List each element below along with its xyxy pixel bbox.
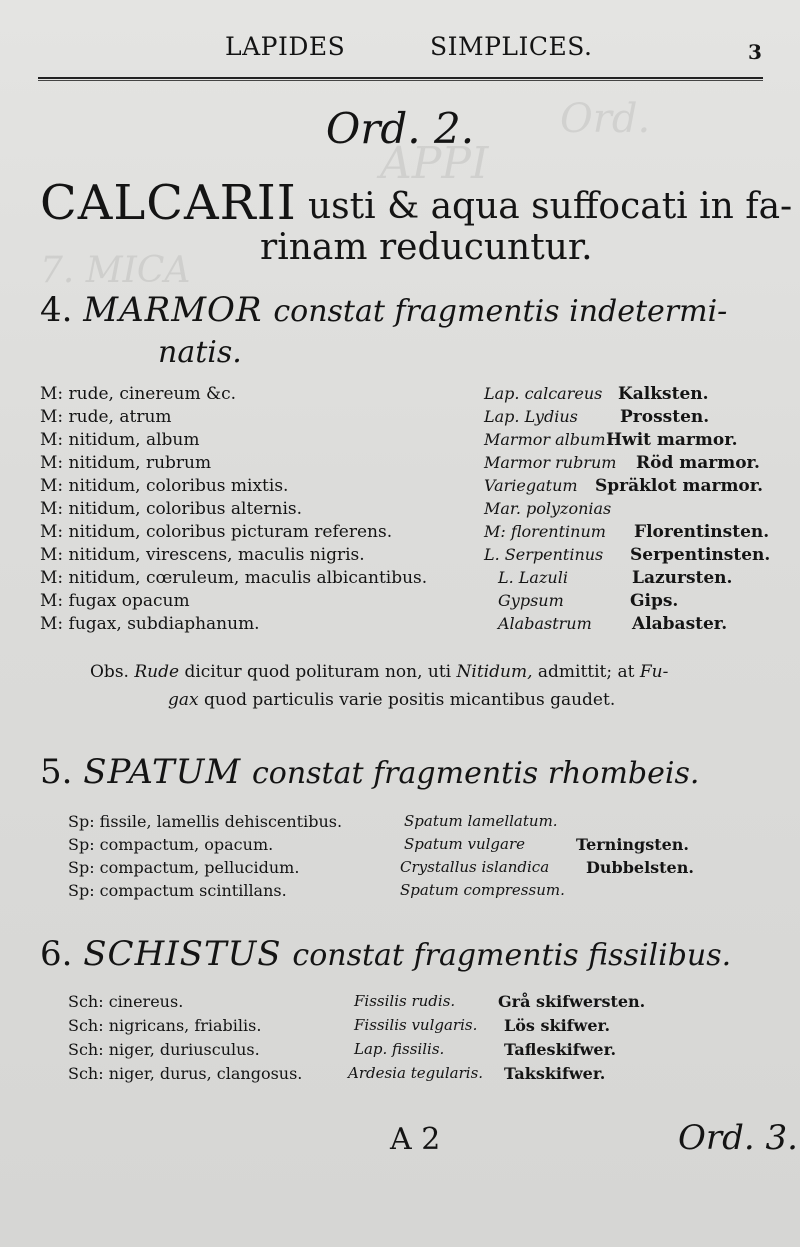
list-item: Sch: niger, durus, clangosus. Ardesia tegularis. Takskifwer. bbox=[68, 1064, 606, 1083]
section-heading-schistus bbox=[40, 934, 731, 974]
list-item: Sch: niger, duriusculus. Lap. fissilis. Tafleskifwer. bbox=[68, 1040, 617, 1059]
running-head-right: SIMPLICES. bbox=[430, 32, 593, 61]
section-description: constat fragmentis fissilibus. bbox=[292, 938, 732, 973]
section-description-cont: natis. bbox=[158, 335, 242, 370]
signature-mark: A 2 bbox=[390, 1122, 441, 1157]
class-heading-line2: rinam reducuntur. bbox=[260, 227, 593, 268]
list-item: M: nitidum, coloribus picturam referens. M: florentinum Florentinsten. bbox=[40, 522, 770, 542]
list-item: M: nitidum, album Marmor album Hwit marmor. bbox=[40, 430, 738, 450]
section-number: 5. bbox=[40, 752, 73, 792]
section-heading-spatum bbox=[40, 752, 699, 792]
running-head-left: LAPIDES bbox=[225, 32, 346, 61]
section-number: 6. bbox=[40, 934, 73, 974]
list-item: M: rude, cinereum &c. Lap. calcareus Kalksten. bbox=[40, 384, 709, 404]
bleed-through: APPI bbox=[380, 138, 489, 189]
header-rule bbox=[38, 77, 763, 81]
observation-note: Obs. Rude dicitur quod polituram non, uti Nitidum, admittit; at Fu- bbox=[90, 662, 669, 682]
catchword: Ord. 3. bbox=[678, 1118, 798, 1158]
list-item: M: nitidum, coloribus alternis. Mar. polyzonias bbox=[40, 499, 612, 519]
order-title: Ord. 2. bbox=[325, 104, 475, 153]
section-description: constat fragmentis rhombeis. bbox=[251, 756, 700, 791]
section-name: MARMOR bbox=[83, 290, 263, 330]
list-item: Sch: cinereus. Fissilis rudis. Grå skifwersten. bbox=[68, 992, 646, 1011]
section-name: SCHISTUS bbox=[83, 934, 282, 974]
section-description: constat fragmentis indetermi- bbox=[273, 294, 728, 329]
list-item: Sp: fissile, lamellis dehiscentibus. Spatum lamellatum. bbox=[68, 812, 558, 831]
section-number: 4. bbox=[40, 290, 73, 330]
class-heading-rest: usti & aqua suffocati in fa- bbox=[308, 186, 793, 227]
bleed-through: Ord. bbox=[560, 96, 651, 142]
list-item: M: nitidum, cœruleum, maculis albicantibus. L. Lazuli Lazursten. bbox=[40, 568, 733, 588]
list-item: M: rude, atrum Lap. Lydius Prossten. bbox=[40, 407, 710, 427]
class-heading-word: CALCARII bbox=[40, 175, 297, 231]
page-number: 3 bbox=[748, 40, 762, 64]
list-item: Sch: nigricans, friabilis. Fissilis vulgaris. Lös skifwer. bbox=[68, 1016, 611, 1035]
list-item: M: fugax, subdiaphanum. Alabastrum Alabaster. bbox=[40, 614, 728, 634]
list-item: M: fugax opacum Gypsum Gips. bbox=[40, 591, 679, 611]
section-name: SPATUM bbox=[83, 752, 242, 792]
observation-note-cont: gax quod particulis varie positis micantibus gaudet. bbox=[168, 690, 616, 710]
bleed-through: 7. MICA bbox=[40, 250, 191, 291]
list-item: M: nitidum, coloribus mixtis. Variegatum Spräklot marmor. bbox=[40, 476, 764, 496]
list-item: M: nitidum, rubrum Marmor rubrum Röd marmor. bbox=[40, 453, 760, 473]
list-item: Sp: compactum, pellucidum. Crystallus islandica Dubbelsten. bbox=[68, 858, 694, 877]
list-item: M: nitidum, virescens, maculis nigris. L. Serpentinus Serpentinsten. bbox=[40, 545, 771, 565]
section-heading-marmor bbox=[40, 290, 727, 330]
list-item: Sp: compactum scintillans. Spatum compressum. bbox=[68, 881, 565, 900]
list-item: Sp: compactum, opacum. Spatum vulgare Terningsten. bbox=[68, 835, 689, 854]
